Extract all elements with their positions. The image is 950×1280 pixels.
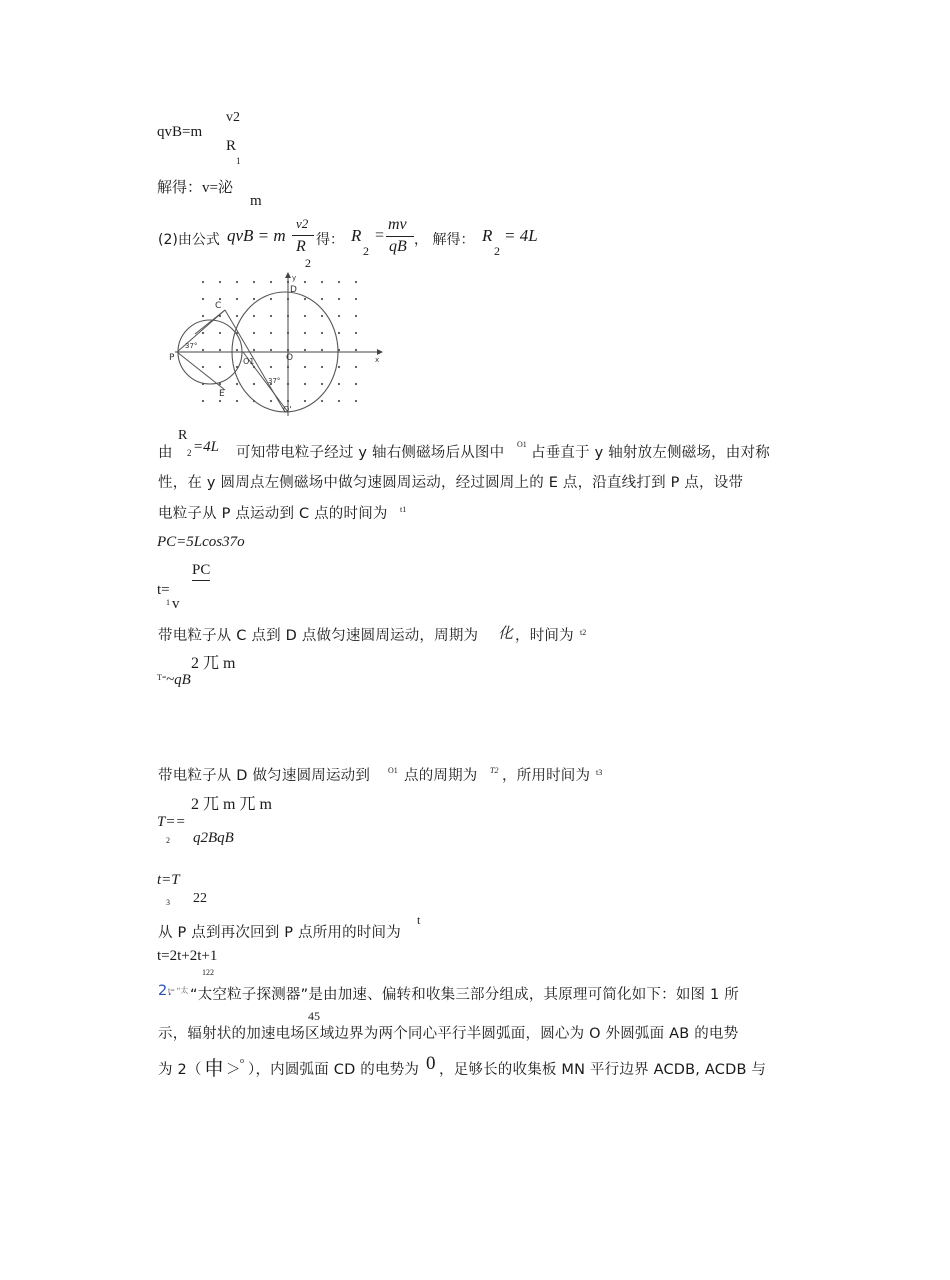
p1-text-b: 可知带电粒子经过 y 轴右侧磁场后从图中 <box>236 445 505 461</box>
formula-r2: R <box>482 226 493 245</box>
q2-line1: “太空粒子探测器”是由加速、偏转和收集三部分组成，其原理可简化如下：如图 1 所 <box>190 987 739 1003</box>
field-dot <box>270 400 272 402</box>
label-e: E <box>219 389 225 399</box>
formula-eq <box>227 226 286 246</box>
field-dot <box>202 332 204 334</box>
formula-r2-sub: 2 <box>494 244 500 258</box>
formula-den: R <box>296 238 306 255</box>
eq-T2-sub: 2 <box>166 836 170 845</box>
field-dot <box>236 383 238 385</box>
p4-text: 从 P 点到再次回到 P 点所用的时间为 <box>158 925 401 941</box>
q2-number: 2. <box>158 983 173 999</box>
fraction-bar <box>292 235 314 236</box>
p3-t2sym: T2 <box>490 766 499 775</box>
field-dot <box>321 383 323 385</box>
q2-o: o <box>240 1056 244 1065</box>
field-dot <box>253 281 255 283</box>
field-dot <box>236 298 238 300</box>
field-dot <box>321 298 323 300</box>
eq-T2-lhs: T== <box>157 814 186 830</box>
q2-line3e: ，足够长的收集板 MN 平行边界 ACDB, ACDB 与 <box>439 1062 767 1078</box>
p3-text-b: 点的周期为 <box>404 768 478 784</box>
formula-eq-text: qvB = m <box>227 226 286 245</box>
label-y: y <box>292 274 297 282</box>
fraction-bar-2 <box>386 236 414 237</box>
formula-den-sub: 2 <box>305 256 311 270</box>
p1-start: 由 <box>158 445 173 461</box>
p1-o1: O1 <box>517 440 527 449</box>
field-dot <box>321 281 323 283</box>
field-dot <box>355 281 357 283</box>
field-dot <box>270 298 272 300</box>
field-dot <box>202 298 204 300</box>
field-dot <box>219 349 221 351</box>
p3-text-c: ，所用时间为 <box>502 768 591 784</box>
p2-t2: t2 <box>580 628 587 637</box>
field-dot <box>236 315 238 317</box>
eq-t1-num: PC <box>192 562 210 581</box>
x-axis-arrow <box>377 349 383 355</box>
formula-r-sub: 2 <box>363 244 369 258</box>
field-dot <box>236 281 238 283</box>
field-dot <box>304 349 306 351</box>
field-dot <box>202 400 204 402</box>
field-dot <box>253 349 255 351</box>
field-dot <box>321 332 323 334</box>
angle-label-2: 37° <box>268 377 281 385</box>
field-dot <box>304 281 306 283</box>
p1-t1: t1 <box>400 505 407 514</box>
p1-text-c: 占垂直于 y 轴射放左侧磁场，由对称 <box>531 445 770 461</box>
p3-text-a: 带电粒子从 D 做匀速圆周运动到 <box>158 768 371 784</box>
formula-result: = 4L <box>504 226 538 245</box>
eq-t3-sub: 3 <box>166 898 170 907</box>
field-dot <box>253 383 255 385</box>
field-dot <box>270 332 272 334</box>
p2-text-a: 带电粒子从 C 点到 D 点做匀速圆周运动，周期为 <box>158 628 479 644</box>
p1-line3: 电粒子从 P 点运动到 C 点的时间为 <box>158 506 388 522</box>
angle-label-1: 37° <box>185 342 198 350</box>
field-dot <box>321 349 323 351</box>
field-dot <box>338 298 340 300</box>
field-dot <box>304 366 306 368</box>
field-dot <box>338 332 340 334</box>
field-dot <box>236 349 238 351</box>
q2-line2: 示，辐射状的加速电场区域边界为两个同心平行半圆弧面，圆心为 O 外圆弧面 AB 的电势 <box>158 1026 739 1042</box>
p2-sym: 化 <box>498 626 514 642</box>
eq-T2-num: 2 兀 m 兀 m <box>191 796 272 813</box>
field-dot <box>355 349 357 351</box>
p1-r-sub: 2 <box>187 448 192 458</box>
formula-lhs: qvB=m <box>157 124 203 140</box>
q2-line3d: ），内圆弧面 CD 的电势为 <box>248 1062 420 1078</box>
y-axis-arrow <box>285 272 291 278</box>
field-dot <box>304 315 306 317</box>
field-dot <box>321 366 323 368</box>
p1-line2: 性，在 y 圆周点左侧磁场中做匀速圆周运动，经过圆周上的 E 点，沿直线打到 P 点，设带 <box>158 475 744 491</box>
field-dot <box>253 315 255 317</box>
q2-zero: 0 <box>426 1053 436 1074</box>
field-dot <box>338 281 340 283</box>
field-dot <box>202 366 204 368</box>
field-dot <box>202 281 204 283</box>
eq-T1-den: ~qB <box>166 672 191 688</box>
field-dot <box>202 349 204 351</box>
formula-r: R <box>351 226 362 245</box>
field-dot <box>338 383 340 385</box>
label-o1: O1 <box>243 357 255 366</box>
field-dot <box>355 400 357 402</box>
field-dot <box>253 332 255 334</box>
eq-T2-den: q2BqB <box>193 830 234 846</box>
eq-t1-lhs: t= <box>157 582 170 598</box>
label-d: D <box>290 285 297 295</box>
eq-T1-num: 2 兀 m <box>191 655 236 672</box>
formula-lead: (2)由公式 <box>158 232 220 248</box>
field-dot <box>270 281 272 283</box>
formula-text: 解得：v=泌 <box>157 180 233 196</box>
field-dot <box>355 315 357 317</box>
field-dot <box>270 315 272 317</box>
eq-T1-small: T= <box>157 673 167 682</box>
p2-text-b: ，时间为 <box>515 628 574 644</box>
eq-t-text: t=2t+2t+1 <box>157 948 218 964</box>
formula-subscript: m <box>250 193 262 209</box>
formula-de: 得： <box>316 232 344 248</box>
field-dot <box>321 400 323 402</box>
formula-eq2: = <box>375 227 385 244</box>
p1-eqn: =4L <box>193 439 219 455</box>
q2-phi: 申 <box>204 1058 224 1080</box>
field-dot <box>270 366 272 368</box>
eq-pc-text: PC=5Lcos37o <box>157 534 245 550</box>
eq-t3-right: 22 <box>193 891 207 906</box>
eq-t1-den: v <box>172 596 180 612</box>
q2-fragment: t= “太 <box>168 986 189 995</box>
field-dot <box>219 383 221 385</box>
field-dot <box>355 298 357 300</box>
eq-t3-lhs: t=T <box>157 872 180 888</box>
field-dot <box>355 366 357 368</box>
p3-t3: t3 <box>596 768 603 777</box>
label-o: O <box>286 353 294 363</box>
field-dot <box>219 298 221 300</box>
field-dot <box>219 366 221 368</box>
label-x: x <box>375 356 380 364</box>
p1-r: R <box>178 428 188 443</box>
formula-subscript: 1 <box>236 156 241 166</box>
eq-t-subs: 122 <box>202 968 214 977</box>
field-dot <box>304 332 306 334</box>
formula-numerator: v2 <box>226 110 240 125</box>
eq-pc <box>157 534 245 551</box>
field-dot <box>355 332 357 334</box>
field-dot <box>253 298 255 300</box>
field-dot <box>270 349 272 351</box>
field-dot <box>338 400 340 402</box>
p4-t: t <box>417 913 421 927</box>
formula-jie: ， 解得： <box>414 232 475 248</box>
q2-line3a: 为 2（ <box>158 1062 202 1078</box>
field-dot <box>236 400 238 402</box>
label-p: P <box>169 353 175 363</box>
field-dot <box>321 315 323 317</box>
frac-num: mv <box>388 216 407 233</box>
field-dot <box>219 281 221 283</box>
magnetic-field-diagram <box>165 272 385 422</box>
field-dot <box>304 400 306 402</box>
field-dot <box>202 315 204 317</box>
field-dot <box>338 315 340 317</box>
label-o2: O' <box>283 405 292 414</box>
label-c: C <box>215 301 222 311</box>
field-dot <box>304 383 306 385</box>
field-dot <box>355 383 357 385</box>
field-dot <box>304 298 306 300</box>
field-dot <box>219 400 221 402</box>
q2-overlap: 45 <box>308 1009 320 1023</box>
formula-num: v2 <box>296 216 309 231</box>
formula-denominator: R <box>226 138 237 154</box>
field-dot <box>219 332 221 334</box>
frac-den: qB <box>389 238 407 255</box>
eq-t1-sub: 1 <box>166 598 170 607</box>
field-dot <box>338 366 340 368</box>
q2-gt: ＞ <box>226 1062 241 1078</box>
p3-o1: O1 <box>388 766 398 775</box>
